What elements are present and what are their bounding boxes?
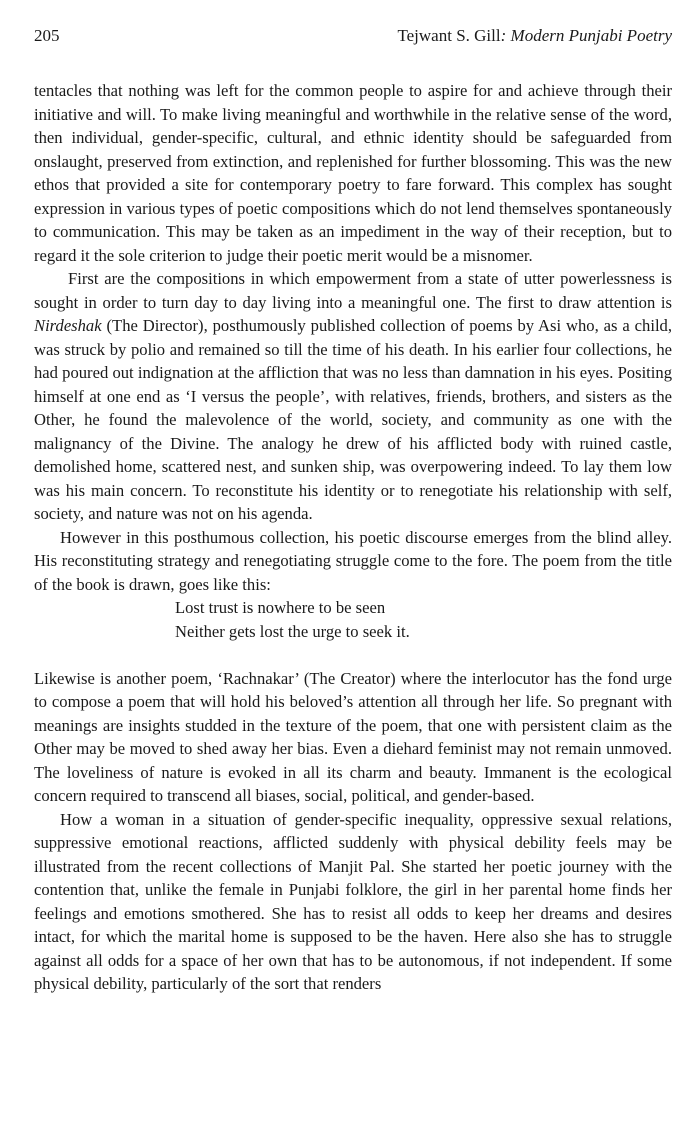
paragraph-2 — [34, 267, 672, 526]
paragraph-2-text-b: (The Director), posthumously published collection of poems by Asi who, as a child, was struck by polio and remained so till the time of his death. In his earlier four collections, he had poured out indignation at the affliction that was no less than damnation in his eyes. Positing himself at one end as ‘I versus the people’, with relatives, friends, brothers, and sisters as the Other, he found the malevolence of the world, society, and community as one with the malignancy of the Divine. The analogy he drew of his afflicted body with ruined castle, demolished home, scattered nest, and sunken ship, was overpowering indeed. To lay them low was his main concern. To reconstitute his identity or to renegotiate his relationship with self, society, and nature was not on his agenda. — [34, 316, 672, 523]
paragraph-2-text-a: First are the compositions in which empowerment from a state of utter powerlessness is sought in order to turn day to day living into a meaningful one. The first to draw attention is — [34, 269, 672, 312]
paragraph-3: However in this posthumous collection, his poetic discourse emerges from the blind alley. His reconstituting strategy and renegotiating struggle come to the fore. The poem from the title of the book is drawn, goes like this: — [34, 527, 672, 594]
author-name: Tejwant S. Gill — [397, 26, 501, 45]
verse-line-2: Neither gets lost the urge to seek it. — [175, 621, 410, 641]
book-page — [34, 24, 672, 996]
nirdeshak-title: Nirdeshak — [34, 316, 102, 335]
paragraph-5: How a woman in a situation of gender-specific inequality, oppressive sexual relations, suppressive emotional reactions, afflicted suddenly with physical debility feels may be illustrated from the recent collections of Manjit Pal. She started her poetic journey with the contention that, unlike the female in Punjabi folklore, the girl in her parental home finds her feelings and emotions smothered. She has to resist all odds to keep her dreams and desires intact, for which the marital home is supposed to be the haven. Here also she has to struggle against all odds for a space of her own that has to be autonomous, if not independent. If some physical debility, particularly of the sort that renders — [34, 809, 672, 993]
paragraph-4: Likewise is another poem, ‘Rachnakar’ (The Creator) where the interlocutor has the fond urge to compose a poem that will hold his beloved’s attention all through her life. So pregnant with meanings are insights studded in the texture of the poem, that one with persistent claim as the Other may be moved to shed away her bias. Even a diehard feminist may not remain unmoved. The loveliness of nature is evoked in all its charm and beauty. Immanent is the ecological concern required to transcend all biases, social, political, and gender-based. — [34, 668, 672, 805]
verse-line-1: Lost trust is nowhere to be seen — [175, 598, 386, 617]
book-title: Modern Punjabi Poetry — [510, 26, 672, 45]
paragraph-1: tentacles that nothing was left for the common people to aspire for and achieve through their initiative and will. To make living meaningful and worthwhile in the relative sense of the word, then individual, gender-specific, cultural, and ethnic identity should be safeguarded from onslaught, preserved from extinction, and replenished for further blossoming. This was the new ethos that provided a site for contemporary poetry to fare forward. This complex has sought expression in various types of poetic compositions which do not lend themselves spontaneously to communication. This may be taken as an impediment in the way of their reception, but to regard it the sole criterion to judge their poetic merit would be a misnomer. — [34, 81, 672, 265]
blank-line — [34, 643, 672, 667]
running-title — [397, 24, 672, 48]
verse-quote — [34, 596, 672, 643]
running-header — [34, 24, 672, 48]
title-separator: : — [500, 26, 511, 45]
body-text — [34, 79, 672, 996]
page-number: 205 — [34, 26, 60, 45]
